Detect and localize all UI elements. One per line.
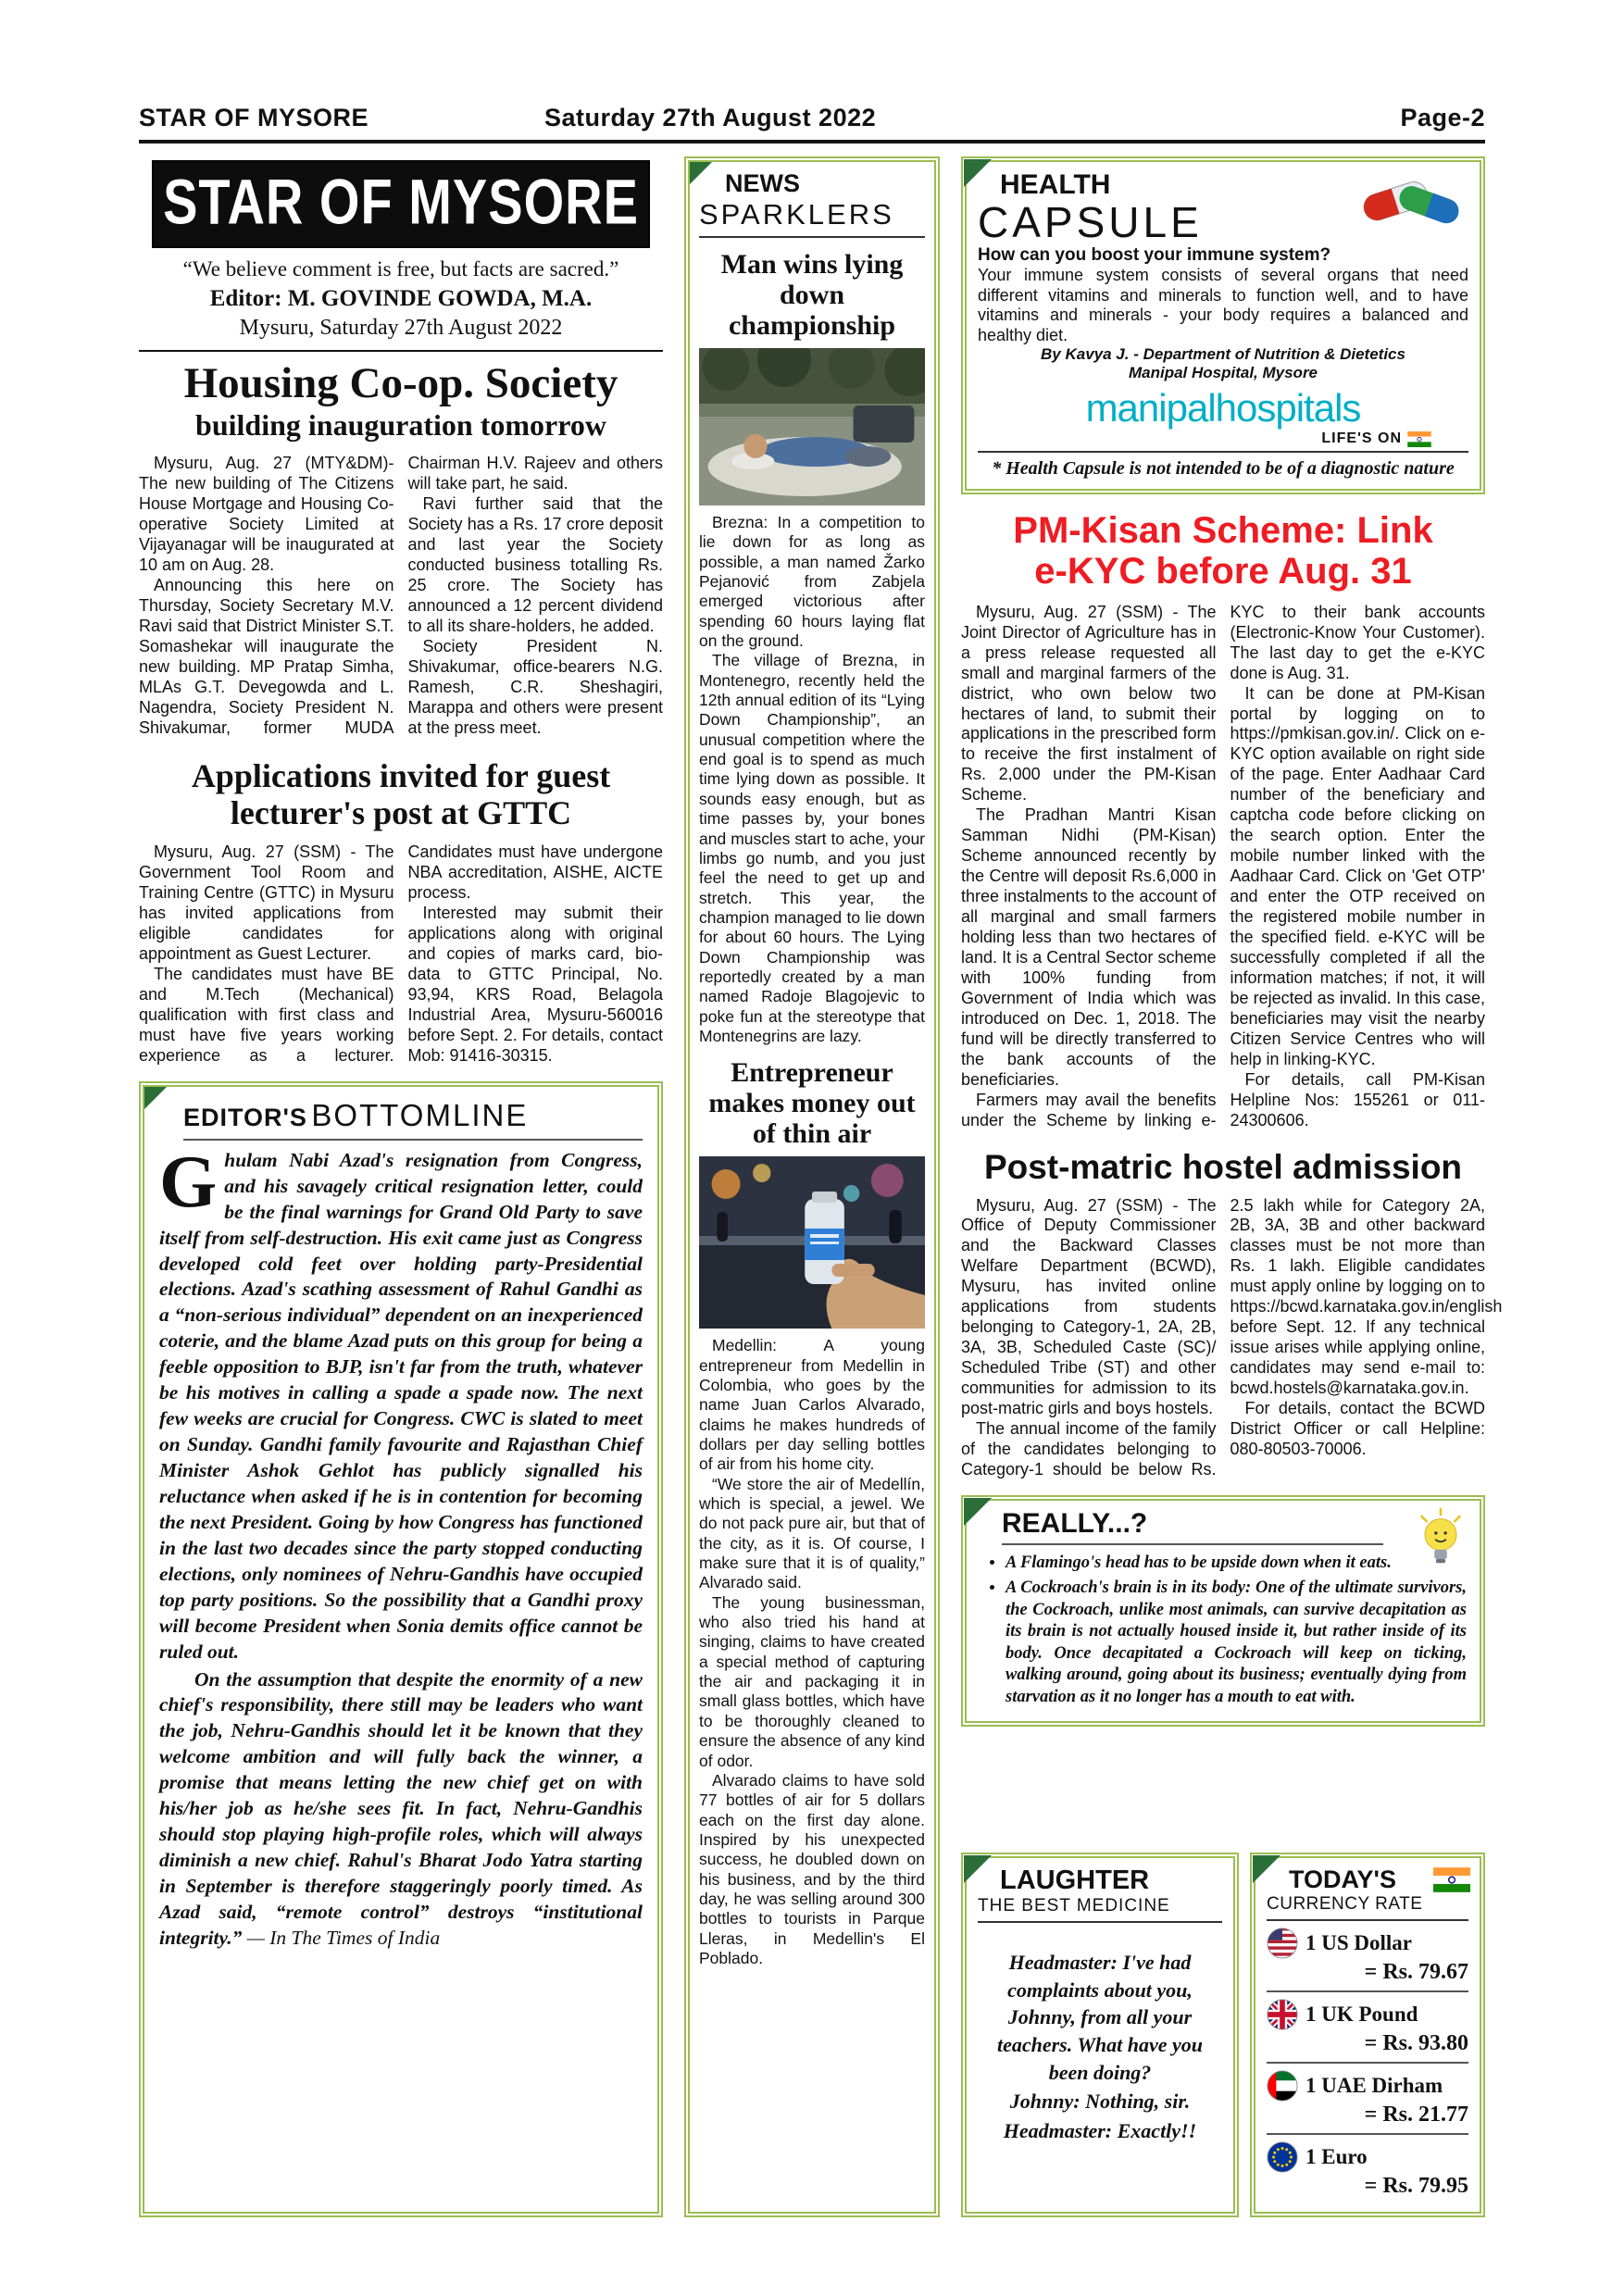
article-housing [139, 352, 663, 739]
masthead-editor: Editor: M. GOVINDE GOWDA, M.A. [209, 286, 593, 311]
sparkler1-headline: Man wins lying down championship [720, 249, 904, 341]
joke-line [978, 2117, 1222, 2145]
speech: I've had complaints about you, Johnny, from all your teachers. What have you been doing? [996, 1951, 1204, 2084]
paragraph: It can be done at PM-Kisan portal by logging on to https://pmkisan.gov.in/. Click on e-KYC option available on right side of the page. Enter Aadhaar Card number of the beneficiary and captcha code before clicking on the search option. Enter the mobile number linked with the Aadhaar Card. Click on 'Get OTP' and enter the OTP received on the registered mobile number in the specified field. e-KYC will be successfully completed if all the information matches; if not, it will be rejected as invalid. In this case, beneficiaries may visit the nearby Citizen Service Centres who will help in linking-KYC. [1230, 683, 1485, 1068]
right-column [961, 156, 1503, 2217]
rate-name: 1 US Dollar [1305, 1931, 1412, 1954]
paragraph: Ravi further said that the Society has a Rs. 17 crore deposit and last year the Society conducted business totalling Rs. 25 crore. The Society has announced a 12 percent dividend to all its share-holders, he added. [407, 494, 663, 635]
page-header [139, 104, 1485, 144]
bottomline-credit: — In The Times of India [246, 1926, 441, 1949]
health-question: How can you boost your immune system? [978, 245, 1331, 265]
rate-name: 1 UK Pound [1305, 2003, 1418, 2026]
page-columns [139, 156, 1503, 2217]
article-pmkisan [961, 494, 1485, 1130]
sparkler1-body [699, 513, 925, 1046]
health-label: HEALTH [1000, 169, 1111, 200]
corner-triangle-icon [687, 159, 715, 187]
bottomline-body [159, 1141, 643, 1952]
sparkler2-body [699, 1336, 925, 1968]
bottomline-para2: On the assumption that despite the enormity of a new chief's responsibility, there still may be leaders who want the job, Nehru-Gandhis should let it be known that they welcome ambition and will fully back the winner, a promise that means letting the new chief get on with his/her job as he/she sees fit. In fact, Nehru-Gandhis should stop playing high-profile roles, which will always diminish a new chief. Rahul's Bharat Jodo Yatra starting in September is therefore staggeringly poorly timed. As Azad said, “remote control” destroys “institutional integrity.” [159, 1667, 643, 1949]
rate-name: 1 Euro [1305, 2145, 1368, 2168]
bottom-row [961, 1853, 1485, 2217]
laughter-box [961, 1853, 1239, 2217]
drop-cap: G [159, 1141, 218, 1223]
currency-subtitle: CURRENCY RATE [1267, 1894, 1468, 1921]
paragraph: Announcing this here on Thursday, Society Secretary M.V. Ravi said that District Minister S.T. Somashekar will inaugurate the new building. MP Pratap Simha, MLAs G.T. Devegowda and L. Nagendra, Society President N. Shivakumar, former MUDA Chairman H.V. Rajeev and others will take part, he said. [139, 454, 663, 737]
paragraph: Mysuru, Aug. 27 (SSM) - The Office of Deputy Commissioner and the Backward Classes Welfare Department (BCWD), Mysuru, has invited online applications from students belonging to Category-1, 2A, 2B, 3A, 3B, Scheduled Caste (SC)/ Scheduled Tribe (ST) and other communities for admission to its post-matric girls and boys hostels. [961, 1195, 1217, 1418]
rate-row [1267, 1992, 1468, 2064]
pmkisan-body [961, 603, 1485, 1131]
page-date: Saturday 27th August 2022 [544, 104, 877, 131]
divider [978, 451, 1468, 453]
photo-air-bottle [699, 1156, 925, 1329]
india-flag-icon [1407, 431, 1431, 447]
fact-item: • A Cockroach's brain is in its body: One of the ultimate survivors, the Cockroach, unlike most animals, can survive decapitation as its brain is not actually housed inside it, but rather inside of its body. Once decapitated a Cockroach will keep on ticking, walking around, going about its business; eventually dying from starvation as it no longer has a mouth to eat with. [1006, 1578, 1467, 1708]
health-answer: Your immune system consists of several organs that need different vitamins and minerals to function well, and to have vitamins and minerals - your body requires a balanced and healthy diet. [978, 266, 1468, 344]
rate-value: = Rs. 79.95 [1364, 2174, 1468, 2198]
bottomline-para1: hulam Nabi Azad's resignation from Congress, and his savagely critical resignation letter, could be the final warnings for Grand Old Party to save itself from self-destruction. His exit came just as Congress developed cold feet over holding party-Presidential elections. Azad's scathing assessment of Rahul Gandhi as a “non-serious individual” dependent on an inexperienced coterie, and the blame Azad puts on this group for being a feeble opposition to BJP, isn't far from the truth, whatever be his motives in calling a spade a spade now. The next few weeks are crucial for Congress. CWC is slated to meet on Sunday. Gandhi family favourite and Rajasthan Chief Minister Ashok Gehlot has publicly signalled his reluctance when asked if he is in contention for becoming the next President. Going by how Congress has functioned in the last two decades since the party stopped conducting elections, only nominees of Nehru-Gandhis have occupied top party positions. So the possibility that a Gandhi proxy will become President when Sonia demits office cannot be ruled out. [159, 1148, 643, 1663]
paragraph [159, 1141, 643, 1666]
health-byline-hospital: Manipal Hospital, Mysore [1128, 364, 1318, 382]
housing-headline: Housing Co-op. Society [183, 359, 618, 407]
pmkisan-headline [961, 511, 1485, 591]
paragraph: “We store the air of Medellín, which is special, a jewel. We do not pack pure air, but that of the city, as it is. Of course, I make sure that it is of quality,” Alvarado said. [699, 1474, 925, 1592]
health-capsule-box [961, 156, 1485, 494]
health-title: CAPSULE [978, 198, 1203, 246]
masthead-logo [152, 160, 650, 248]
masthead [139, 156, 663, 352]
bottomline-title: BOTTOMLINE [311, 1097, 529, 1132]
currency-title: TODAY'S [1289, 1866, 1396, 1893]
bottomline-header [183, 1098, 643, 1141]
masthead-motto: “We believe comment is free, but facts are sacred.” [182, 257, 619, 281]
rate-name: 1 UAE Dirham [1305, 2074, 1443, 2097]
joke-text [978, 1949, 1222, 2145]
health-disclaimer: * Health Capsule is not intended to be of a diagnostic nature [992, 458, 1455, 480]
rate-row [1267, 2064, 1468, 2135]
lightbulb-icon [1413, 1506, 1468, 1569]
joke-line [978, 2088, 1222, 2115]
corner-triangle-icon [964, 159, 992, 187]
really-box [961, 1495, 1485, 1727]
hostel-body [961, 1195, 1503, 1480]
paragraph: The young businessman, who also tried his hand at singing, claims to have created a special method of capturing the air and packaging it in small glass bottles, which have to be thoroughly cleaned to ensure the absence of any kind of odor. [699, 1592, 925, 1770]
photo-lying-down-championship [699, 348, 925, 505]
paper-name: STAR OF MYSORE [139, 104, 369, 131]
corner-triangle-icon [142, 1084, 169, 1112]
masthead-title: STAR OF MYSORE [163, 166, 639, 237]
rate-value: = Rs. 21.77 [1364, 2103, 1468, 2127]
paragraph: The candidates must have BE and M.Tech (Mechanical) qualification with first class and must have five years working experience as a lecturer. Candidates must have undergone NBA accreditation, AISHE, AICTE process. [139, 842, 663, 1065]
really-title: REALLY...? [1002, 1508, 1383, 1545]
really-facts [989, 1553, 1467, 1708]
speech: Exactly!! [1112, 2119, 1197, 2143]
page-number: Page-2 [1400, 104, 1485, 131]
laughter-title: LAUGHTER [1000, 1866, 1150, 1895]
rate-value: = Rs. 93.80 [1364, 2031, 1468, 2055]
india-flag-icon [1433, 1867, 1470, 1892]
health-byline: By Kavya J. - Department of Nutrition & Dietetics [1041, 345, 1405, 364]
masthead-dateline: Mysuru, Saturday 27th August 2022 [239, 316, 563, 340]
article-hostel [961, 1131, 1503, 1480]
pmkisan-headline-line2: e-KYC before Aug. 31 [1034, 550, 1412, 592]
eu-flag-icon [1267, 2141, 1298, 2173]
corner-triangle-icon [964, 1498, 992, 1526]
paragraph: Mysuru, Aug. 27 (SSM) - The Joint Director of Agriculture has in a press release requested all small and marginal farmers of the district, who own below two hectares of land, to submit their applications in the prescribed form to receive the first instalment of Rs. 2,000 under the PM-Kisan Scheme. [961, 602, 1217, 805]
sparklers-label: NEWS [725, 169, 800, 197]
speaker: Headmaster: [1008, 1951, 1118, 1974]
news-sparklers-column [684, 156, 940, 2217]
editors-bottomline-box [139, 1081, 663, 2217]
paragraph: Brezna: In a competition to lie down for as long as possible, a man named Žarko Pejanović from Zabjela emerged victorious after spending 60 hours laying flat on the ground. [699, 513, 925, 651]
paragraph: The village of Brezna, in Montenegro, recently held the 12th annual edition of its “Lying Down Championship”, an unusual competition where the end goal is to spend as much time lying down as possible. It sounds easy enough, but as time passes by, your bones and muscles start to ache, your limbs go numb, and you just feel the need to get up and stretch. This year, the champion managed to lie down for about 60 hours. The Lying Down Championship was reportedly created by a man named Radoje Blagojevic to poke fun at the stereotype that Montenegrins are lazy. [699, 651, 925, 1045]
paragraph: The annual income of the family of the candidates belonging to Category-1 should be below Rs. 2.5 lakh while for Category 2A, 2B, 3A, 3B and other backward classes must be not more than Rs. 1 lakh. Eligible candidates must apply online by logging on to https://bcwd.karnataka.gov.in/english before Sept. 12. If any technical issue arises while applying online, candidates may send e-mail to: bcwd.hostels@karnataka.gov.in. [961, 1195, 1503, 1479]
paragraph [159, 1667, 643, 1952]
gttc-headline-line2: lecturer's post at GTTC [230, 794, 572, 831]
paragraph: For details, contact the BCWD District Officer or call Helpline: 080-80503-70006. [1230, 1399, 1485, 1458]
gttc-body [139, 842, 663, 1066]
laughter-subtitle: THE BEST MEDICINE [978, 1896, 1222, 1923]
housing-body [139, 454, 663, 738]
capsule-pills-icon [1354, 166, 1468, 232]
sparklers-title: SPARKLERS [699, 198, 925, 238]
article-gttc [139, 739, 663, 1067]
paragraph: Farmers may avail the benefits under the Scheme by linking e-KYC to their bank accounts (Electronic-Know Your Customer). The last day to get the e-KYC done is Aug. 31. [961, 602, 1485, 1129]
gttc-headline [139, 757, 663, 832]
paragraph: Mysuru, Aug. 27 (SSM) - The Government Tool Room and Training Centre (GTTC) in Mysuru has invited applications from eligible candidates for appointment as Guest Lecturer. [139, 842, 394, 964]
corner-triangle-icon [1253, 1855, 1280, 1883]
paragraph: Medellin: A young entrepreneur from Medellin in Colombia, who goes by the name Juan Carlos Alvarado, claims he makes hundreds of dollars per day selling bottles of air from his home city. [699, 1336, 925, 1474]
rate-value: = Rs. 79.67 [1364, 1960, 1468, 1984]
rate-row [1267, 2135, 1468, 2204]
corner-triangle-icon [964, 1855, 992, 1883]
joke-line [978, 1949, 1222, 2086]
left-column [139, 156, 663, 2217]
us-flag-icon [1267, 1928, 1298, 1959]
sparkler2-headline: Entrepreneur makes money out of thin air [708, 1057, 916, 1150]
pmkisan-headline-line1: PM-Kisan Scheme: Link [1013, 510, 1433, 552]
uae-flag-icon [1267, 2070, 1298, 2102]
currency-box [1250, 1853, 1485, 2217]
paragraph: Interested may submit their applications along with original and copies of marks card, bio-data to GTTC Principal, No. 93,94, KRS Road, Belagola Industrial Area, Mysuru-560016 before Sept. 2. For details, contact Mob: 91416-30315. [407, 904, 663, 1065]
rate-row [1267, 1921, 1468, 1992]
health-titles [978, 169, 1203, 246]
fact-item: • A Flamingo's head has to be upside down when it eats. [1006, 1553, 1467, 1574]
health-header [978, 169, 1468, 246]
paragraph: Mysuru, Aug. 27 (MTY&DM)- The new building of The Citizens House Mortgage and Housing Co-operative Society Limited at Vijayanagar will be inaugurated at 10 am on Aug. 28. [139, 454, 394, 575]
uk-flag-icon [1267, 1999, 1298, 2030]
lifes-on-text: LIFE'S ON [1321, 430, 1402, 447]
speech: Nothing, sir. [1080, 2090, 1191, 2114]
paragraph: For details, call PM-Kisan Helpline Nos: 155261 or 011-24300606. [1230, 1069, 1485, 1129]
gttc-headline-line1: Applications invited for guest [191, 756, 611, 794]
paragraph: The Pradhan Mantri Kisan Samman Nidhi (PM-Kisan) Scheme announced recently by the Centre will deposit Rs.6,000 in three instalments to the account of all marginal and small farmers holding less than two hectares of land. It is a Central Sector scheme with 100% funding from Government of India which was introduced on Dec. 1, 2018. The fund will be directly transferred to the bank accounts of the beneficiaries. [961, 805, 1217, 1089]
speaker: Headmaster: [1003, 2119, 1113, 2143]
bottomline-label: EDITOR'S [183, 1103, 307, 1131]
paragraph: Society President N. Shivakumar, office-bearers N.G. Ramesh, C.R. Sheshagiri, Marappa and others were present at the press meet. [407, 636, 663, 737]
logo-tagline [978, 430, 1431, 447]
housing-subhead: building inauguration tomorrow [195, 408, 606, 443]
paragraph: Alvarado claims to have sold 77 bottles of air for 5 dollars each on the first day alone. Inspired by his unexpected success, he doubled down on his business, and by the third day, he was selling around 300 bottles to tourists in Parque Lleras, in Medellin's El Poblado. [699, 1770, 925, 1967]
manipal-hospitals-logo: manipalhospitals [1085, 386, 1361, 430]
hostel-headline: Post-matric hostel admission [983, 1147, 1463, 1186]
speaker: Johnny: [1009, 2090, 1081, 2114]
